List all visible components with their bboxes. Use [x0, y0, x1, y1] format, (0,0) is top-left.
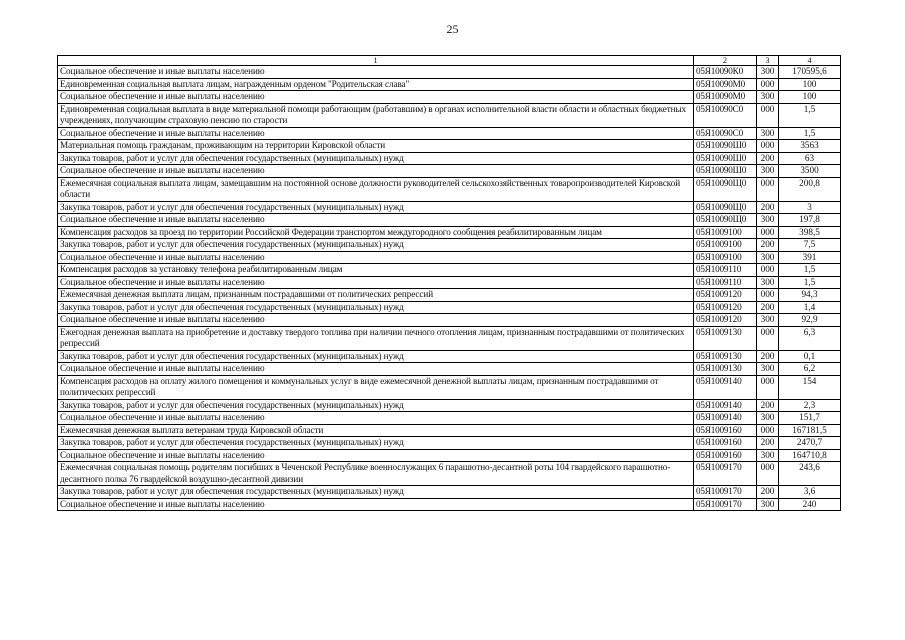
row-code: 05Я1009110 [694, 276, 757, 289]
row-code: 05Я1009100 [694, 251, 757, 264]
header-col-4: 4 [779, 56, 841, 66]
row-amount: 1,5 [779, 103, 841, 127]
row-amount: 7,5 [779, 239, 841, 252]
row-code: 05Я1009120 [694, 301, 757, 314]
row-code: 05Я1009160 [694, 424, 757, 437]
row-description: Социальное обеспечение и иные выплаты населению [58, 412, 694, 425]
row-description: Компенсация расходов на оплату жилого помещения и коммунальных услуг в виде ежемесячной денежной выплаты лицам, признанным пострадавшими от политических репрессий [58, 375, 694, 399]
row-description: Социальное обеспечение и иные выплаты населению [58, 498, 694, 511]
row-code: 05Я1009160 [694, 437, 757, 450]
row-code: 05Я1009170 [694, 486, 757, 499]
table-row [58, 66, 841, 79]
row-code: 05Я1009170 [694, 462, 757, 486]
row-description: Социальное обеспечение и иные выплаты населению [58, 314, 694, 327]
row-description: Компенсация расходов за установку телефона реабилитированным лицам [58, 264, 694, 277]
row-amount: 200,8 [779, 177, 841, 201]
table-row [58, 264, 841, 277]
row-expense-type: 300 [757, 127, 779, 140]
row-description: Ежемесячная социальная помощь родителям погибших в Чеченской Республике военнослужащих 6 парашютно-десантной роты 104 гвардейского парашютно-десантного полка 76 гвардейской воздушно-десантной дивизии [58, 462, 694, 486]
row-code: 05Я1009130 [694, 363, 757, 376]
row-code: 05Я10090Ш0 [694, 140, 757, 153]
row-code: 05Я10090М0 [694, 91, 757, 104]
table-row [58, 424, 841, 437]
row-expense-type: 300 [757, 363, 779, 376]
row-description: Закупка товаров, работ и услуг для обеспечения государственных (муниципальных) нужд [58, 239, 694, 252]
row-description: Компенсация расходов за проезд по территории Российской Федерации транспортом междугородного сообщения реабилитированным лицам [58, 226, 694, 239]
row-expense-type: 300 [757, 91, 779, 104]
row-code: 05Я1009170 [694, 498, 757, 511]
row-expense-type: 300 [757, 276, 779, 289]
row-description: Закупка товаров, работ и услуг для обеспечения государственных (муниципальных) нужд [58, 350, 694, 363]
row-expense-type: 000 [757, 264, 779, 277]
row-description: Закупка товаров, работ и услуг для обеспечения государственных (муниципальных) нужд [58, 152, 694, 165]
row-description: Закупка товаров, работ и услуг для обеспечения государственных (муниципальных) нужд [58, 486, 694, 499]
row-amount: 240 [779, 498, 841, 511]
table-row [58, 363, 841, 376]
row-description: Ежемесячная денежная выплата лицам, признанным пострадавшими от политических репрессий [58, 289, 694, 302]
row-amount: 1,4 [779, 301, 841, 314]
row-expense-type: 200 [757, 437, 779, 450]
row-expense-type: 300 [757, 412, 779, 425]
row-amount: 92,9 [779, 314, 841, 327]
row-code: 05Я1009140 [694, 412, 757, 425]
row-code: 05Я1009100 [694, 239, 757, 252]
table-row [58, 201, 841, 214]
table-row [58, 239, 841, 252]
row-description: Закупка товаров, работ и услуг для обеспечения государственных (муниципальных) нужд [58, 399, 694, 412]
row-amount: 6,3 [779, 326, 841, 350]
row-amount: 164710,8 [779, 449, 841, 462]
table-row [58, 449, 841, 462]
table-row [58, 350, 841, 363]
row-amount: 100 [779, 78, 841, 91]
row-expense-type: 300 [757, 498, 779, 511]
row-code: 05Я1009160 [694, 449, 757, 462]
table-row [58, 289, 841, 302]
row-amount: 94,3 [779, 289, 841, 302]
row-expense-type: 200 [757, 350, 779, 363]
row-expense-type: 000 [757, 226, 779, 239]
table-row [58, 326, 841, 350]
row-description: Социальное обеспечение и иные выплаты населению [58, 449, 694, 462]
row-expense-type: 200 [757, 201, 779, 214]
header-col-2: 2 [694, 56, 757, 66]
table-row [58, 214, 841, 227]
row-expense-type: 200 [757, 486, 779, 499]
row-amount: 3500 [779, 165, 841, 178]
row-amount: 2470,7 [779, 437, 841, 450]
table-row [58, 127, 841, 140]
row-amount: 1,5 [779, 276, 841, 289]
row-expense-type: 300 [757, 314, 779, 327]
header-col-1: 1 [58, 56, 694, 66]
row-amount: 391 [779, 251, 841, 264]
row-amount: 398,5 [779, 226, 841, 239]
row-amount: 1,5 [779, 264, 841, 277]
table-row [58, 375, 841, 399]
row-amount: 243,6 [779, 462, 841, 486]
table-row [58, 462, 841, 486]
row-expense-type: 000 [757, 375, 779, 399]
row-expense-type: 300 [757, 165, 779, 178]
table-row [58, 78, 841, 91]
row-amount: 170595,6 [779, 66, 841, 79]
row-code: 05Я10090Ш0 [694, 152, 757, 165]
table-header-row [58, 56, 841, 66]
row-expense-type: 000 [757, 177, 779, 201]
table-row [58, 314, 841, 327]
row-code: 05Я10090С0 [694, 103, 757, 127]
header-col-3: 3 [757, 56, 779, 66]
row-description: Социальное обеспечение и иные выплаты населению [58, 91, 694, 104]
table-row [58, 301, 841, 314]
row-code: 05Я1009100 [694, 226, 757, 239]
table-row [58, 165, 841, 178]
budget-table [57, 55, 841, 511]
row-expense-type: 000 [757, 289, 779, 302]
row-amount: 3563 [779, 140, 841, 153]
row-code: 05Я1009120 [694, 314, 757, 327]
row-description: Социальное обеспечение и иные выплаты населению [58, 276, 694, 289]
row-description: Ежемесячная социальная выплата лицам, замещавшим на постоянной основе должности руководителей сельскохозяйственных товаропроизводителей Кировской области [58, 177, 694, 201]
row-description: Социальное обеспечение и иные выплаты населению [58, 127, 694, 140]
row-description: Ежемесячная денежная выплата ветеранам труда Кировской области [58, 424, 694, 437]
row-amount: 6,2 [779, 363, 841, 376]
row-amount: 1,5 [779, 127, 841, 140]
row-code: 05Я10090Щ0 [694, 201, 757, 214]
row-code: 05Я1009120 [694, 289, 757, 302]
table-row [58, 152, 841, 165]
row-code: 05Я10090Ш0 [694, 165, 757, 178]
row-amount: 2,3 [779, 399, 841, 412]
row-amount: 3 [779, 201, 841, 214]
row-code: 05Я10090Щ0 [694, 214, 757, 227]
row-description: Социальное обеспечение и иные выплаты населению [58, 214, 694, 227]
row-description: Закупка товаров, работ и услуг для обеспечения государственных (муниципальных) нужд [58, 201, 694, 214]
row-description: Единовременная социальная выплата лицам, награжденным орденом "Родительская слава" [58, 78, 694, 91]
row-expense-type: 300 [757, 214, 779, 227]
row-code: 05Я10090С0 [694, 127, 757, 140]
table-row [58, 251, 841, 264]
row-amount: 100 [779, 91, 841, 104]
row-expense-type: 000 [757, 424, 779, 437]
table-row [58, 140, 841, 153]
row-code: 05Я1009130 [694, 350, 757, 363]
row-code: 05Я1009130 [694, 326, 757, 350]
table-row [58, 226, 841, 239]
row-expense-type: 200 [757, 301, 779, 314]
row-amount: 151,7 [779, 412, 841, 425]
row-code: 05Я10090Щ0 [694, 177, 757, 201]
page-number: 25 [446, 22, 459, 36]
row-amount: 154 [779, 375, 841, 399]
row-code: 05Я1009140 [694, 375, 757, 399]
table-row [58, 177, 841, 201]
row-code: 05Я10090М0 [694, 78, 757, 91]
row-description: Материальная помощь гражданам, проживающим на территории Кировской области [58, 140, 694, 153]
table-row [58, 276, 841, 289]
row-expense-type: 300 [757, 66, 779, 79]
row-amount: 167181,5 [779, 424, 841, 437]
table-row [58, 399, 841, 412]
row-expense-type: 000 [757, 103, 779, 127]
table-row [58, 103, 841, 127]
row-expense-type: 000 [757, 140, 779, 153]
row-expense-type: 000 [757, 462, 779, 486]
row-code: 05Я1009140 [694, 399, 757, 412]
row-amount: 63 [779, 152, 841, 165]
table-row [58, 437, 841, 450]
row-code: 05Я10090К0 [694, 66, 757, 79]
row-description: Социальное обеспечение и иные выплаты населению [58, 165, 694, 178]
row-amount: 0,1 [779, 350, 841, 363]
table-row [58, 412, 841, 425]
row-code: 05Я1009110 [694, 264, 757, 277]
row-description: Социальное обеспечение и иные выплаты населению [58, 251, 694, 264]
row-description: Закупка товаров, работ и услуг для обеспечения государственных (муниципальных) нужд [58, 301, 694, 314]
row-expense-type: 200 [757, 239, 779, 252]
table-row [58, 486, 841, 499]
row-description: Закупка товаров, работ и услуг для обеспечения государственных (муниципальных) нужд [58, 437, 694, 450]
row-description: Ежегодная денежная выплата на приобретение и доставку твердого топлива при наличии печного отопления лицам, признанным пострадавшими от политических репрессий [58, 326, 694, 350]
row-expense-type: 000 [757, 78, 779, 91]
table-row [58, 91, 841, 104]
table-row [58, 498, 841, 511]
row-description: Единовременная социальная выплата в виде материальной помощи работающим (работавшим) в органах исполнительной власти области и областных бюджетных учреждениях, получающим страховую пенсию по старости [58, 103, 694, 127]
row-expense-type: 200 [757, 152, 779, 165]
row-expense-type: 000 [757, 326, 779, 350]
row-amount: 197,8 [779, 214, 841, 227]
row-expense-type: 300 [757, 449, 779, 462]
row-amount: 3,6 [779, 486, 841, 499]
row-expense-type: 200 [757, 399, 779, 412]
row-description: Социальное обеспечение и иные выплаты населению [58, 66, 694, 79]
row-description: Социальное обеспечение и иные выплаты населению [58, 363, 694, 376]
row-expense-type: 300 [757, 251, 779, 264]
